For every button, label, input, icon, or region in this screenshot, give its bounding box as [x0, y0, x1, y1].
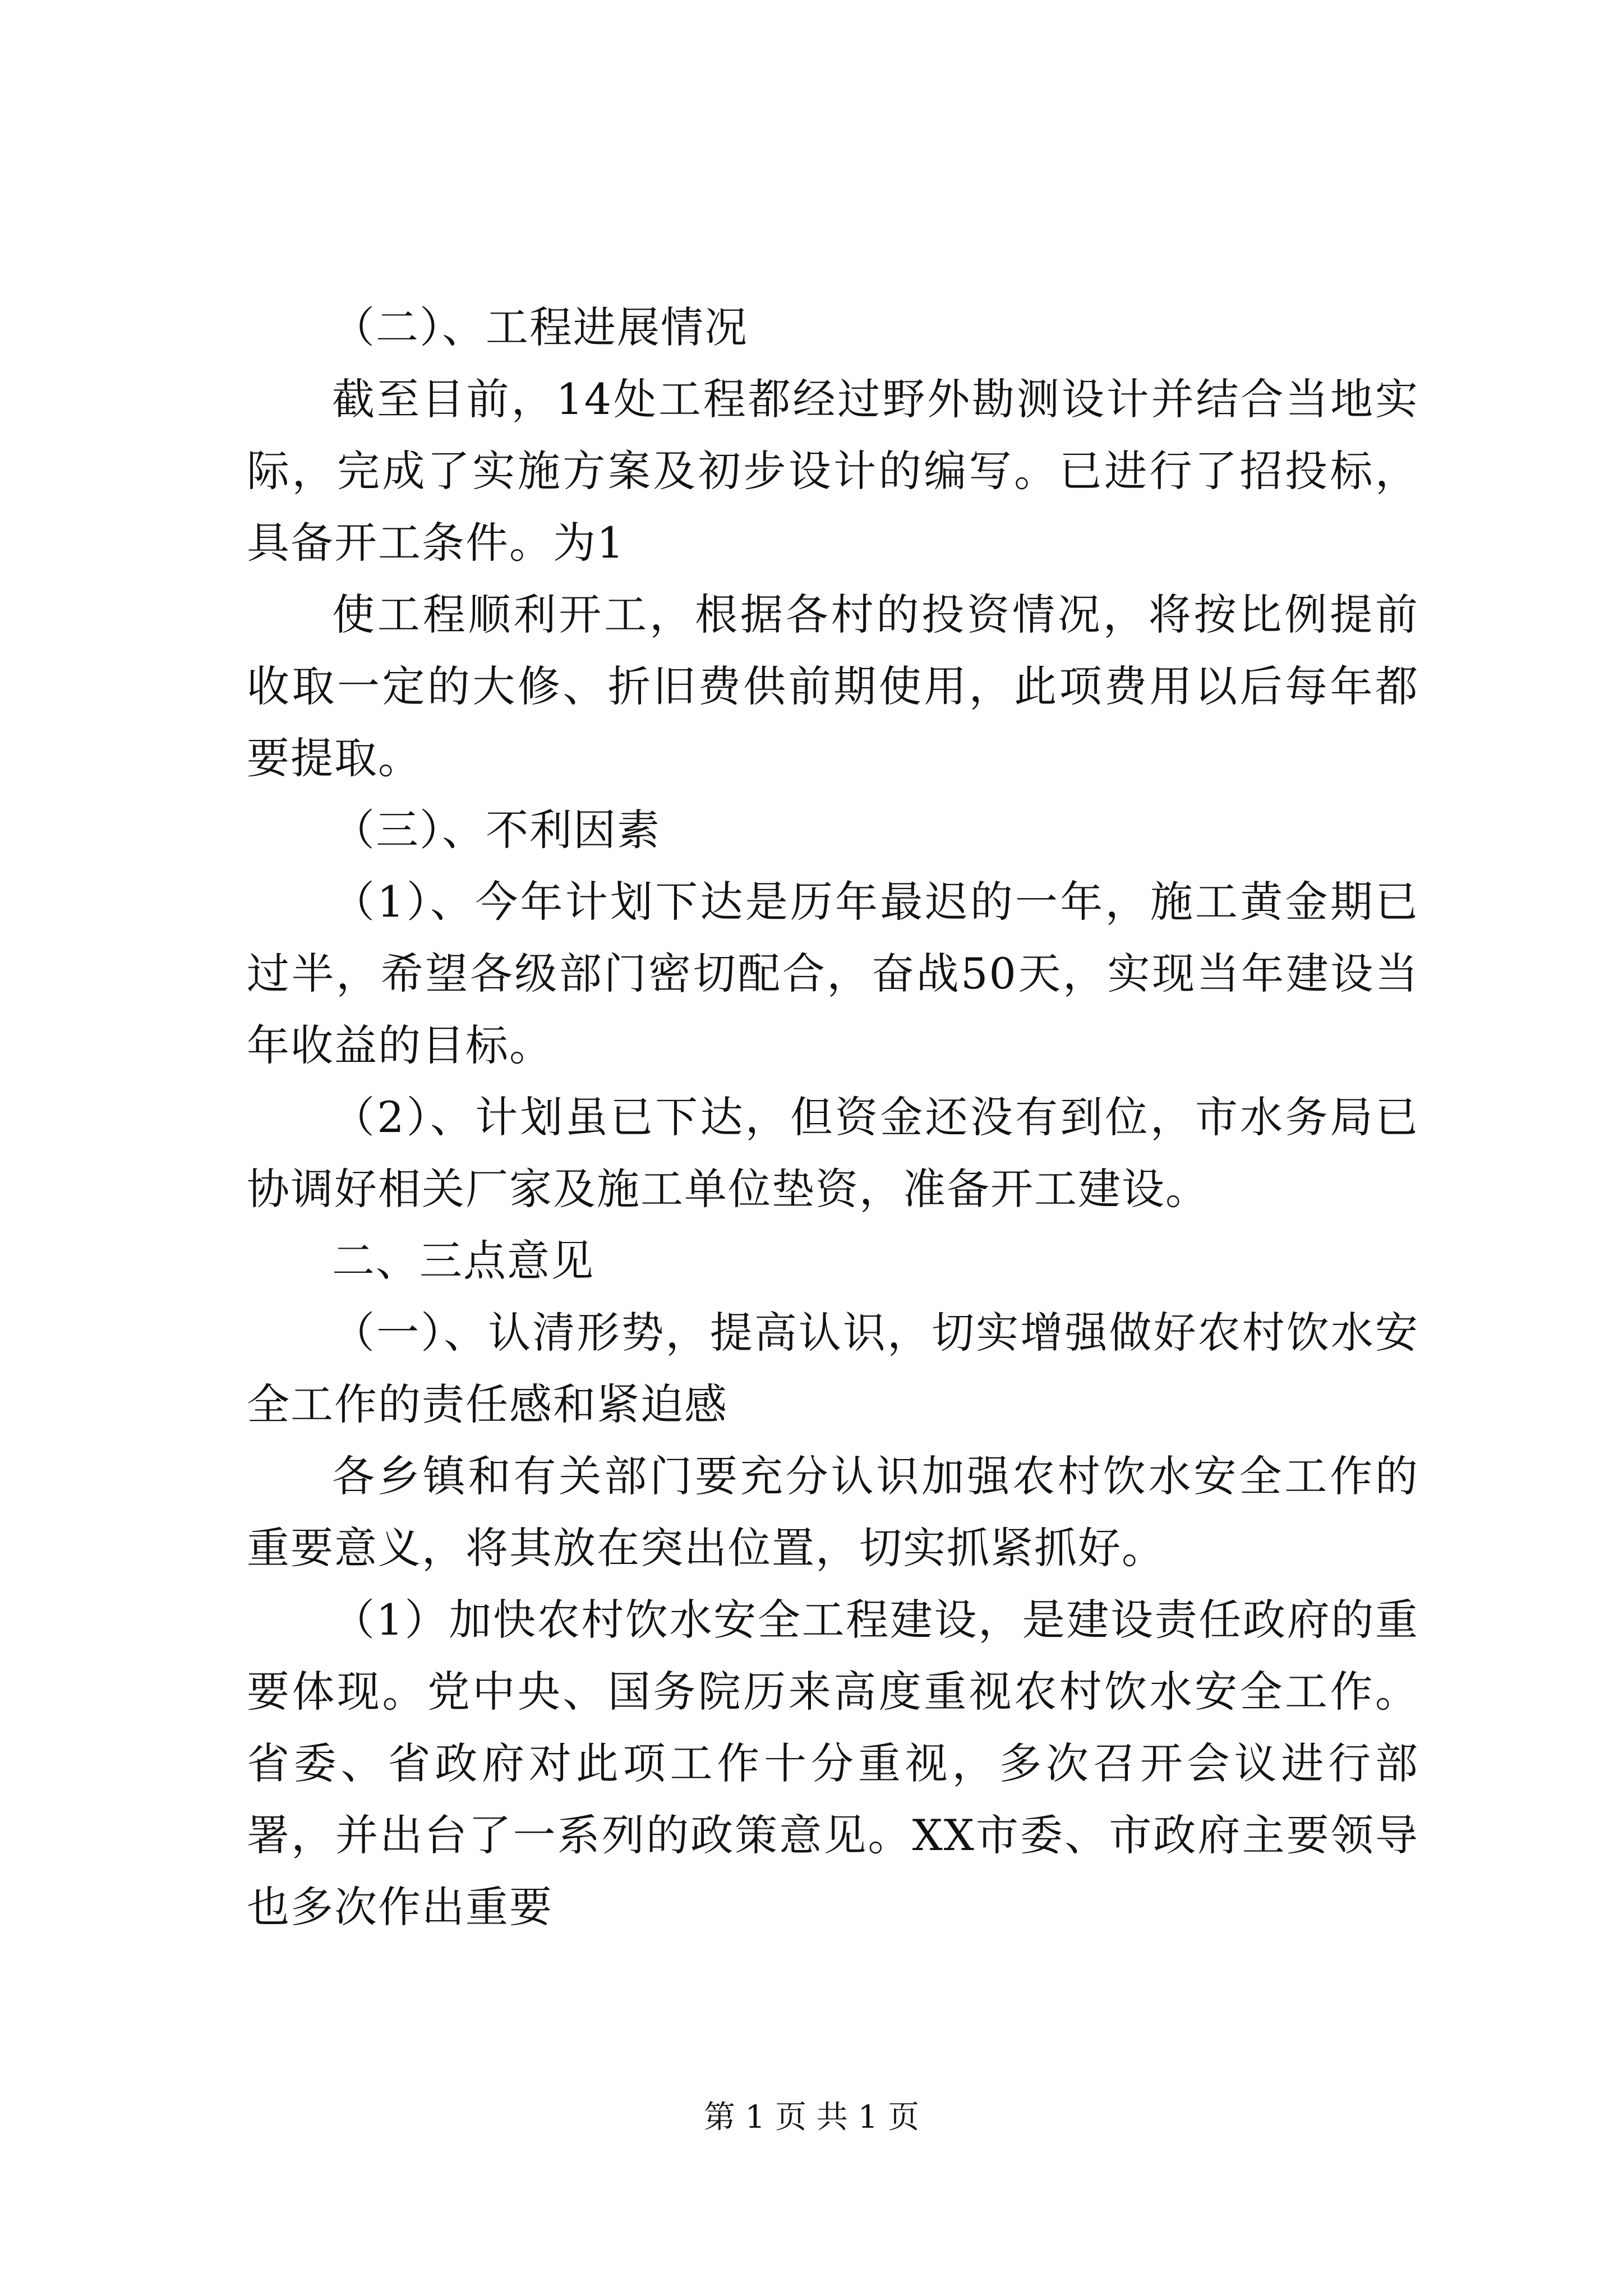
- paragraph-section-heading-obstacles: （三）、不利因素: [332, 805, 661, 855]
- paragraph-opinion-1-heading: （一）、认清形势，提高认识，切实增强做好农村饮水安全工作的责任感和紧迫感: [247, 1308, 1419, 1429]
- paragraph-progress-funding: 使工程顺利开工，根据各村的投资情况，将按比例提前收取一定的大修、折旧费供前期使用，此项费用以后每年都要提取。: [247, 590, 1419, 783]
- page-footer: 第 1 页 共 1 页: [703, 2099, 920, 2136]
- paragraph-section-heading-progress: （二）、工程进展情况: [332, 302, 748, 352]
- paragraph-progress-status: 截至目前，14处工程都经过野外勘测设计并结合当地实际，完成了实施方案及初步设计的编写。已进行了招投标，具备开工条件。为1: [247, 374, 1419, 568]
- paragraph-obstacle-1: （1）、今年计划下达是历年最迟的一年，施工黄金期已过半，希望各级部门密切配合，奋战50天，实现当年建设当年收益的目标。: [247, 877, 1419, 1070]
- document-body: [247, 292, 1419, 1943]
- paragraph-opinion-1-intro: 各乡镇和有关部门要充分认识加强农村饮水安全工作的重要意义，将其放在突出位置，切实抓紧抓好。: [247, 1451, 1419, 1573]
- paragraph-opinion-1-point-1: （1）加快农村饮水安全工程建设，是建设责任政府的重要体现。党中央、国务院历来高度重视农村饮水安全工作。省委、省政府对此项工作十分重视，多次召开会议进行部署，并出台了一系列的政策意见。XX市委、市政府主要领导也多次作出重要: [247, 1595, 1419, 1932]
- paragraph-section-heading-opinions: 二、三点意见: [332, 1236, 594, 1286]
- paragraph-obstacle-2: （2）、计划虽已下达，但资金还没有到位，市水务局已协调好相关厂家及施工单位垫资，准备开工建设。: [247, 1092, 1419, 1214]
